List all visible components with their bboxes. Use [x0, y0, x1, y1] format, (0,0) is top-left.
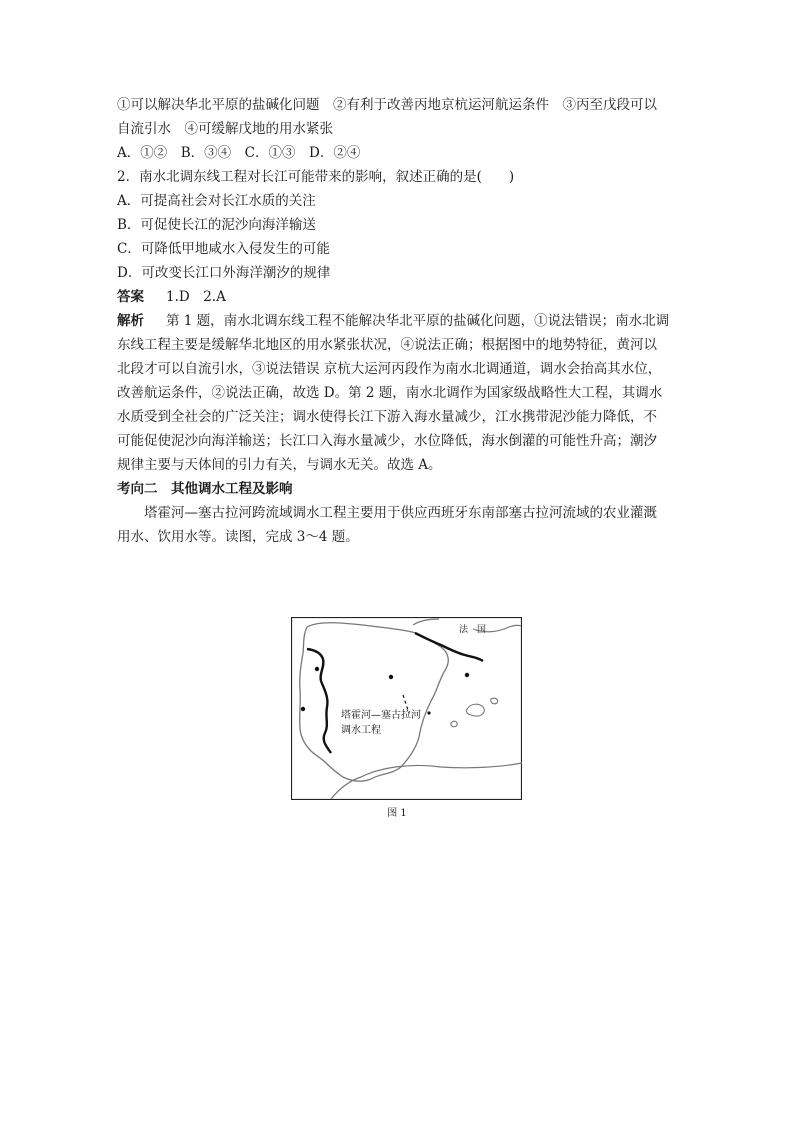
- q1-choices: A．①② B．③④ C．①③ D．②④: [117, 145, 361, 161]
- analysis-line-7: 规律主要与天体间的引力有关，与调水无关。故选 A。: [117, 457, 442, 473]
- city-dot: [427, 711, 430, 714]
- label-project-line2: 调水工程: [341, 725, 381, 736]
- q1-options-line2: 自流引水 ④可缓解戊地的用水紧张: [117, 121, 333, 137]
- analysis-line-1: [117, 309, 682, 333]
- label-france: 法 国: [459, 625, 487, 635]
- analysis-line-3: 北段才可以自流引水，③说法错误 京杭大运河丙段作为南水北调通道，调水会抬高其水位，: [117, 361, 662, 377]
- analysis-text: 第 1 题，南水北调东线工程不能解决华北平原的盐碱化问题，①说法错误；南水北调: [166, 313, 670, 329]
- label-project-line1: 塔霍河—塞古拉河: [341, 710, 421, 721]
- iberia-map-figure: [291, 617, 522, 800]
- q2-option-c: C．可降低甲地咸水入侵发生的可能: [117, 241, 330, 257]
- answer-label: 答案: [117, 289, 144, 305]
- city-dot: [315, 667, 319, 671]
- answer-line: [117, 285, 682, 309]
- q2-option-a: A．可提高社会对长江水质的关注: [117, 193, 316, 209]
- question-content: [117, 93, 682, 549]
- section-intro-line2: 用水、饮用水等。读图，完成 3～4 题。: [117, 529, 359, 545]
- q2-option-b: B．可促使长江的泥沙向海洋输送: [117, 217, 316, 233]
- city-dot: [389, 675, 393, 679]
- analysis-line-2: 东线工程主要是缓解华北地区的用水紧张状况，④说法正确；根据图中的地势特征，黄河以: [117, 337, 657, 353]
- section-heading: 考向二 其他调水工程及影响: [117, 481, 293, 497]
- q2-stem: 2．南水北调东线工程对长江可能带来的影响，叙述正确的是( ): [117, 169, 515, 185]
- section-intro-line1: 塔霍河—塞古拉河跨流域调水工程主要用于供应西班牙东南部塞古拉河流域的农业灌溉: [144, 505, 657, 521]
- city-dot: [465, 673, 469, 677]
- answer-value: 1.D 2.A: [166, 289, 226, 305]
- analysis-label: 解析: [117, 313, 144, 329]
- q2-option-d: D．可改变长江口外海洋潮汐的规律: [117, 265, 331, 281]
- analysis-line-6: 可能促使泥沙向海洋输送；长江口入海水量减少，水位降低，海水倒灌的可能性升高；潮汐: [117, 433, 657, 449]
- city-dot: [301, 707, 305, 711]
- figure-caption: 图 1: [387, 808, 407, 819]
- analysis-line-4: 改善航运条件，②说法正确，故选 D。第 2 题，南水北调作为国家级战略性大工程，其调水: [117, 385, 663, 401]
- analysis-line-5: 水质受到全社会的广泛关注；调水使得长江下游入海水量减少，江水携带泥沙能力降低，不: [117, 409, 657, 425]
- q1-options-line1: ①可以解决华北平原的盐碱化问题 ②有利于改善丙地京杭运河航运条件 ③丙至戊段可以: [117, 97, 657, 113]
- iberia-map: [291, 617, 522, 800]
